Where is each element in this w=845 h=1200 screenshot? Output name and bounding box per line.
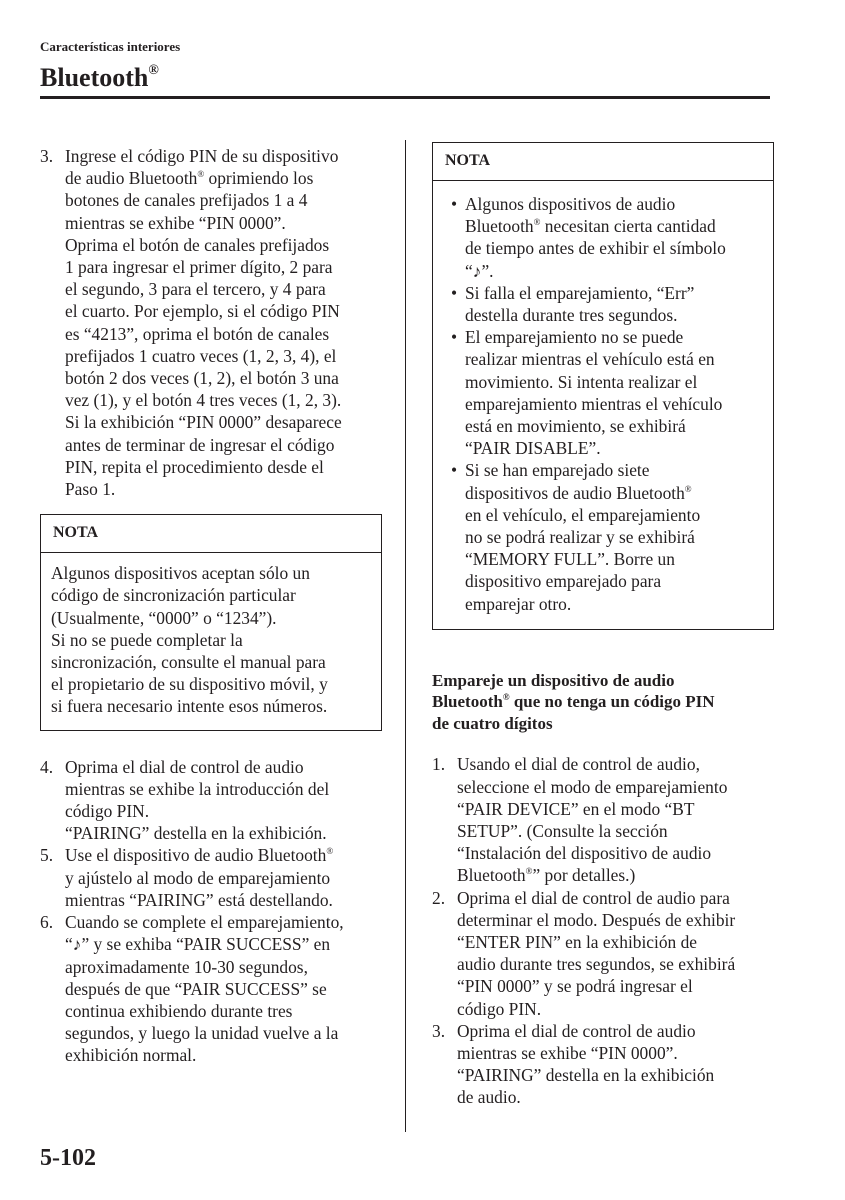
step-number: 4. [40, 756, 54, 777]
text-line: “PAIR DISABLE”. [465, 438, 601, 459]
text-line: Si no se puede completar la [51, 629, 243, 650]
step-number: 1. [432, 754, 446, 775]
text-line: Cuando se complete el emparejamiento, [65, 912, 344, 933]
text-line [65, 167, 382, 189]
music-note-icon: ♪ [72, 934, 82, 955]
text-line: Ingrese el código PIN de su dispositivo [65, 146, 339, 166]
step-text [65, 844, 382, 911]
text-line: Algunos dispositivos aceptan sólo un [51, 563, 310, 584]
registered-mark: ® [525, 866, 533, 877]
page-title [40, 55, 159, 94]
text-span: ”. [481, 260, 494, 281]
note-bullet [443, 282, 763, 326]
text-span: ” y se exhiba “PAIR SUCCESS” en [81, 934, 331, 955]
text-line: mientras se exhibe “PIN 0000”. [65, 212, 286, 233]
text-line [465, 482, 763, 504]
column-divider [405, 140, 406, 1132]
text-line: exhibición normal. [65, 1045, 197, 1066]
text-line: “PAIRING” destella en la exhibición [457, 1065, 715, 1086]
text-line: de cuatro dígitos [432, 713, 553, 733]
text-span: necesitan cierta cantidad [540, 216, 716, 237]
note-body [41, 553, 381, 729]
text-line: “ENTER PIN” en la exhibición de [457, 931, 698, 952]
text-line: dispositivo emparejado para [465, 571, 662, 592]
text-line: vez (1), y el botón 4 tres veces (1, 2, 3). [65, 390, 342, 411]
text-line: el cuarto. Por ejemplo, si el código PIN [65, 301, 340, 322]
text-line: realizar mientras el vehículo está en [465, 349, 715, 370]
bullet-dot: • [450, 282, 458, 303]
note-bullet [443, 193, 763, 282]
step-text [65, 145, 382, 500]
text-line [465, 215, 763, 237]
text-line: de audio. [457, 1087, 521, 1108]
text-line: continua exhibiendo durante tres [65, 1000, 293, 1021]
text-line: si fuera necesario intente esos números. [51, 696, 328, 717]
registered-mark: ® [684, 483, 692, 494]
step-number: 3. [40, 146, 54, 166]
text-line: mientras se exhibe la introducción del [65, 778, 330, 799]
text-line: código PIN. [457, 998, 542, 1019]
header-rule [40, 96, 770, 99]
text-line: El emparejamiento no se puede [465, 327, 684, 348]
note-heading: NOTA [433, 143, 773, 181]
text-line: el propietario de su dispositivo móvil, y [51, 674, 328, 695]
section-label: Características interiores [40, 39, 181, 54]
text-span: Bluetooth [432, 692, 503, 712]
text-span: que no tenga un código PIN [509, 692, 715, 712]
text-line: destella durante tres segundos. [465, 305, 678, 326]
text-line: Oprima el dial de control de audio [457, 1020, 696, 1041]
text-line: PIN, repita el procedimiento desde el [65, 456, 324, 477]
step-text [65, 911, 382, 1066]
text-line [465, 260, 763, 282]
text-span: Use el dispositivo de audio Bluetooth [65, 845, 327, 866]
text-line: “PAIRING” destella en la exhibición. [65, 823, 327, 844]
step-text [457, 753, 774, 886]
text-line: de tiempo antes de exhibir el símbolo [465, 238, 726, 259]
text-span: Bluetooth [465, 216, 534, 237]
text-span: de audio Bluetooth [65, 168, 198, 189]
text-line: después de que “PAIR SUCCESS” se [65, 978, 327, 999]
text-line: “MEMORY FULL”. Borre un [465, 549, 675, 570]
registered-mark: ® [533, 217, 541, 228]
text-line: aproximadamente 10-30 segundos, [65, 956, 308, 977]
text-line: audio durante tres segundos, se exhibirá [457, 954, 736, 975]
step-4-press-dial [40, 756, 382, 845]
music-note-icon: ♪ [472, 260, 482, 281]
bullet-dot: • [450, 460, 458, 481]
text-line: Si la exhibición “PIN 0000” desaparece [65, 412, 342, 433]
bullet-text [465, 193, 763, 282]
text-line: antes de terminar de ingresar el código [65, 434, 335, 455]
text-line: no se podrá realizar y se exhibirá [465, 527, 695, 548]
step-text [457, 887, 774, 1020]
text-line: código de sincronización particular [51, 585, 296, 606]
note-bullet [443, 459, 763, 614]
text-line: Algunos dispositivos de audio [465, 194, 676, 214]
note-bullet [443, 326, 763, 459]
text-line: está en movimiento, se exhibirá [465, 416, 686, 437]
text-line [65, 844, 382, 866]
bullet-text [465, 282, 763, 326]
text-line: Si se han emparejado siete [465, 460, 650, 481]
step-6-pairing-complete [40, 911, 382, 1066]
text-span: “ [465, 260, 473, 281]
bullet-dot: • [450, 194, 458, 214]
step-5-use-device [40, 844, 382, 911]
text-line: “Instalación del dispositivo de audio [457, 843, 712, 864]
text-line: emparejamiento mientras el vehículo [465, 393, 723, 414]
note-box [40, 514, 382, 730]
text-line: botones de canales prefijados 1 a 4 [65, 190, 308, 211]
text-span: dispositivos de audio Bluetooth [465, 482, 685, 503]
text-line: es “4213”, oprima el botón de canales [65, 323, 330, 344]
text-line: “PAIR DEVICE” en el modo “BT [457, 798, 695, 819]
left-column [40, 145, 382, 1067]
step-3-press-dial [432, 1020, 774, 1109]
step-3-enter-pin [40, 145, 382, 500]
registered-mark: ® [326, 846, 334, 857]
text-line: y ajústelo al modo de emparejamiento [65, 867, 331, 888]
text-line: “PIN 0000” y se podrá ingresar el [457, 976, 693, 997]
text-line: SETUP”. (Consulte la sección [457, 820, 668, 841]
step-number: 6. [40, 912, 54, 933]
step-2-confirm-mode [432, 887, 774, 1020]
text-line: Empareje un dispositivo de audio [432, 670, 675, 690]
bullet-dot: • [450, 327, 458, 348]
text-line: Usando el dial de control de audio, [457, 754, 700, 775]
text-line: código PIN. [65, 801, 150, 822]
step-text [65, 756, 382, 845]
text-line [457, 864, 774, 886]
bullet-text [465, 326, 763, 459]
step-number: 3. [432, 1020, 446, 1041]
text-line: segundos, y luego la unidad vuelve a la [65, 1023, 339, 1044]
text-span: oprimiendo los [204, 168, 314, 189]
step-1-select-pairing-mode [432, 753, 774, 886]
text-line [432, 691, 774, 713]
right-column [432, 142, 774, 1109]
registered-mark: ® [502, 692, 510, 703]
text-line: mientras “PAIRING” está destellando. [65, 889, 333, 910]
note-heading: NOTA [41, 515, 381, 553]
text-line: sincronización, consulte el manual para [51, 652, 326, 673]
note-box [432, 142, 774, 630]
section-subheading [432, 670, 774, 735]
registered-mark: ® [148, 63, 159, 78]
registered-mark: ® [197, 169, 205, 180]
text-line: botón 2 dos veces (1, 2), el botón 3 una [65, 368, 339, 389]
text-line: Oprima el dial de control de audio para [457, 887, 730, 908]
text-line: el segundo, 3 para el tercero, y 4 para [65, 279, 326, 300]
step-text [457, 1020, 774, 1109]
text-line: movimiento. Si intenta realizar el [465, 371, 698, 392]
text-line: prefijados 1 cuatro veces (1, 2, 3, 4), el [65, 345, 337, 366]
text-line: 1 para ingresar el primer dígito, 2 para [65, 257, 333, 278]
text-line: en el vehículo, el emparejamiento [465, 504, 701, 525]
text-line [65, 933, 382, 955]
text-line: Paso 1. [65, 479, 116, 500]
text-line: Si falla el emparejamiento, “Err” [465, 282, 695, 303]
page-title-text: Bluetooth [40, 63, 149, 92]
text-span: ” por detalles.) [532, 865, 636, 886]
step-number: 2. [432, 887, 446, 908]
note-body [433, 181, 773, 629]
text-line: (Usualmente, “0000” o “1234”). [51, 607, 277, 628]
text-line: Oprima el dial de control de audio [65, 756, 304, 777]
page-number: 5-102 [40, 1145, 96, 1171]
text-span: Bluetooth [457, 865, 526, 886]
text-line: mientras se exhibe “PIN 0000”. [457, 1043, 678, 1063]
text-line: emparejar otro. [465, 593, 572, 614]
text-line: Oprima el botón de canales prefijados [65, 234, 330, 255]
text-span: “ [65, 934, 73, 955]
text-line: determinar el modo. Después de exhibir [457, 909, 736, 930]
bullet-text [465, 459, 763, 614]
text-line: seleccione el modo de emparejamiento [457, 776, 728, 797]
step-number: 5. [40, 845, 54, 866]
